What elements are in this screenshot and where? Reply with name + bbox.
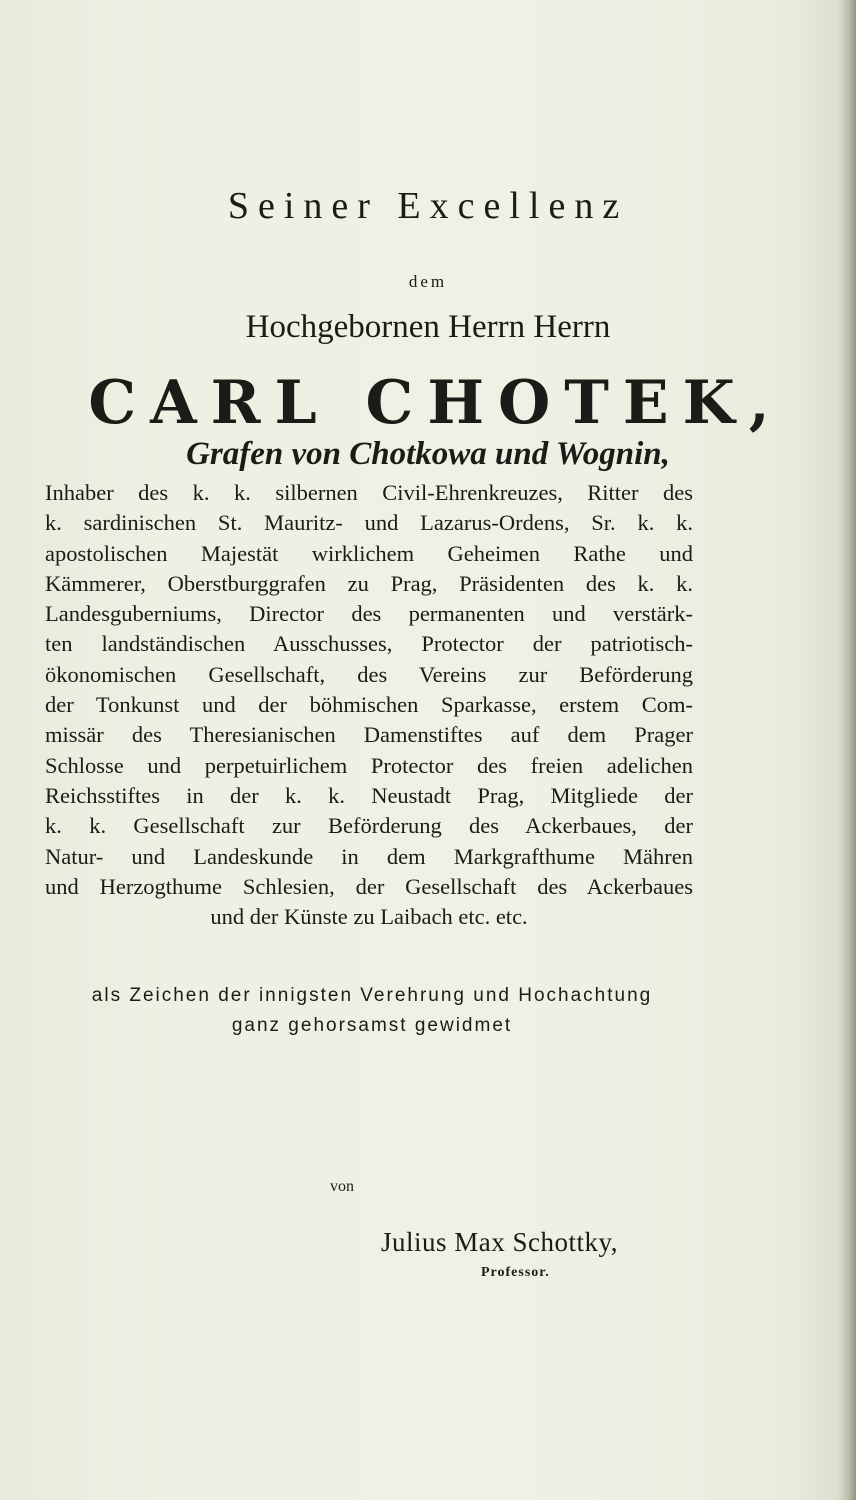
paragraph-line: und der Künste zu Laibach etc. etc. bbox=[210, 904, 528, 930]
author-name: Julius Max Schottky, bbox=[381, 1227, 619, 1257]
dedication-title: Seiner Excellenz bbox=[227, 185, 629, 227]
paragraph-line: missär des Theresianischen Damenstiftes auf dem Prager bbox=[45, 722, 693, 748]
paragraph-line: der Tonkunst und der böhmischen Sparkasse, erstem Com- bbox=[45, 692, 693, 718]
paragraph-line: ökonomischen Gesellschaft, des Vereins zur Beförderung bbox=[45, 661, 693, 687]
byline-von: von bbox=[330, 1178, 354, 1195]
dedication-phrase-2: ganz gehorsamst gewidmet bbox=[231, 1015, 513, 1036]
paragraph-line: Inhaber des k. k. silbernen Civil-Ehrenkreuzes, Ritter des bbox=[45, 480, 693, 505]
paragraph-line: k. sardinischen St. Mauritz- und Lazarus-Ordens, Sr. k. k. bbox=[45, 510, 693, 536]
paragraph-line: Reichsstiftes in der k. k. Neustadt Prag, Mitgliede der bbox=[45, 782, 693, 808]
dedication-honorific: Hochgebornen Herrn Herrn bbox=[245, 309, 611, 345]
dedicatee-title: Grafen von Chotkowa und Wognin, bbox=[186, 436, 670, 472]
dedicatee-offices-paragraph bbox=[45, 478, 693, 932]
paragraph-line: k. k. Gesellschaft zur Beförderung des Ackerbaues, der bbox=[45, 813, 693, 839]
dedicatee-name: CARL CHOTEK, bbox=[88, 368, 784, 438]
paragraph-line: und Herzogthume Schlesien, der Gesellschaft des Ackerbaues bbox=[45, 873, 693, 899]
paragraph-line: Landesguberniums, Director des permanenten und verstärk- bbox=[45, 601, 693, 627]
paragraph-line: Schlosse und perpetuirlichem Protector des freien adelichen bbox=[45, 752, 693, 778]
dedication-dem: dem bbox=[408, 272, 448, 291]
dedication-phrase: als Zeichen der innigsten Verehrung und Hochachtung bbox=[91, 985, 653, 1006]
paragraph-line: Natur- und Landeskunde in dem Markgrafthume Mähren bbox=[45, 843, 693, 869]
author-title: Professor. bbox=[481, 1265, 550, 1280]
paragraph-line: ten landständischen Ausschusses, Protector der patriotisch- bbox=[45, 631, 693, 657]
paragraph-line: apostolischen Majestät wirklichem Geheimen Rathe und bbox=[45, 540, 693, 566]
paragraph-line: Kämmerer, Oberstburggrafen zu Prag, Präsidenten des k. k. bbox=[45, 570, 693, 596]
